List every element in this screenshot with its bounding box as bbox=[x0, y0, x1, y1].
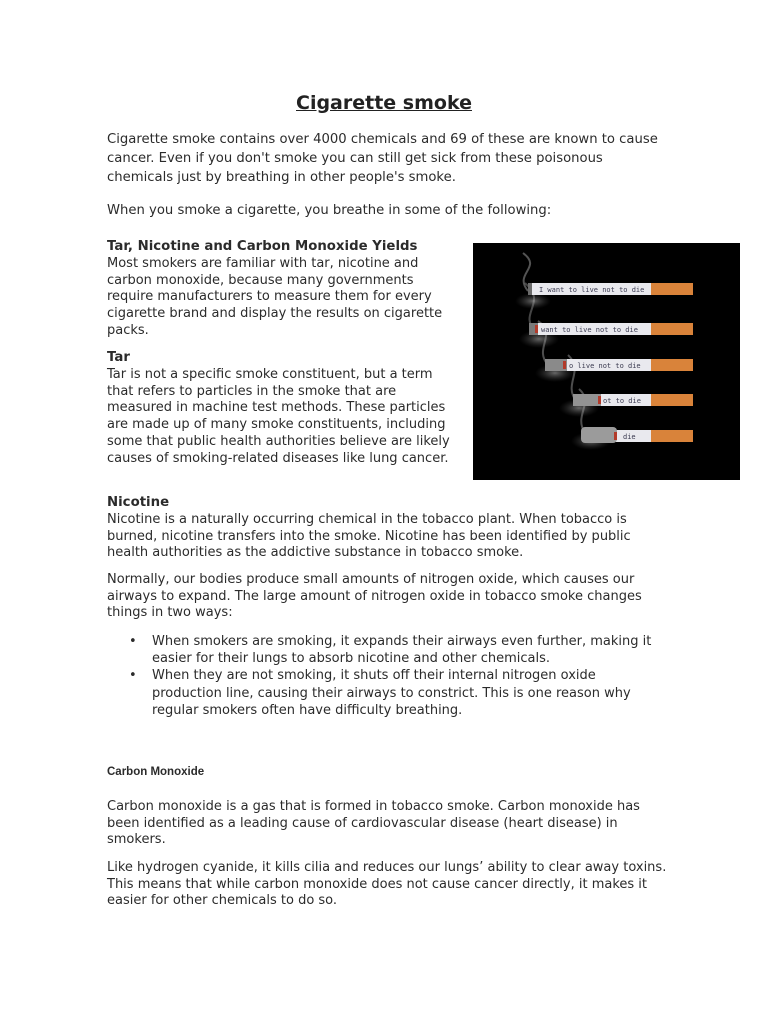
bullet-icon: • bbox=[129, 634, 137, 649]
cigarettes-illustration bbox=[473, 243, 740, 480]
cigarette-4 bbox=[573, 394, 693, 406]
section-heading-yields: Tar, Nicotine and Carbon Monoxide Yields bbox=[107, 239, 418, 254]
cigarette-2 bbox=[529, 323, 693, 335]
list-item bbox=[107, 667, 667, 719]
carbon-monoxide-paragraph-1: Carbon monoxide is a gas that is formed in tobacco smoke. Carbon monoxide has been identified as a leading cause of cardiovascular disease (heart disease) in smokers. bbox=[107, 799, 640, 848]
list-item-text: When they are not smoking, it shuts off their internal nitrogen oxide production line, causing their airways to constrict. This is one reason why regular smokers often have difficulty breathing. bbox=[152, 668, 631, 718]
cigarette-4-text: ot to die bbox=[603, 397, 641, 405]
cigarette-2-text: want to live not to die bbox=[541, 326, 638, 334]
bullet-icon: • bbox=[129, 668, 137, 684]
carbon-monoxide-heading: Carbon Monoxide bbox=[107, 766, 205, 778]
cigarette-3-text: o live not to die bbox=[569, 362, 641, 370]
cigarette-3 bbox=[545, 359, 693, 371]
cigarettes-photo bbox=[473, 243, 740, 480]
section-body-yields: Most smokers are familiar with tar, nicotine and carbon monoxide, because many governments require manufacturers to measure them for every cigarette brand and display the results on cigarette packs. bbox=[107, 256, 443, 338]
lead-paragraph: When you smoke a cigarette, you breathe in some of the following: bbox=[107, 203, 552, 218]
intro-paragraph: Cigarette smoke contains over 4000 chemicals and 69 of these are known to cause cancer. Even if you don't smoke you can still get sick from these poisonous chemicals just by breathing in other people's smoke. bbox=[107, 132, 658, 185]
cigarette-1-text: I want to live not to die bbox=[539, 286, 645, 294]
nitrogen-paragraph: Normally, our bodies produce small amounts of nitrogen oxide, which causes our airways to expand. The large amount of nitrogen oxide in tobacco smoke changes things in two ways: bbox=[107, 572, 642, 621]
list-item bbox=[107, 633, 667, 667]
carbon-monoxide-paragraph-2: Like hydrogen cyanide, it kills cilia and reduces our lungs’ ability to clear away toxins. This means that while carbon monoxide does not cause cancer directly, it makes it easier for other chemicals to do so. bbox=[107, 860, 667, 909]
cigarette-1 bbox=[528, 283, 693, 295]
list-item-text: When smokers are smoking, it expands their airways even further, making it easier for their lungs to absorb nicotine and other chemicals. bbox=[152, 634, 652, 667]
section-body-tar: Tar is not a specific smoke constituent, but a term that refers to particles in the smoke that are measured in machine test methods. These particles are made up of many smoke constituents, including some that public health authorities believe are likely causes of smoking-related diseases like lung cancer. bbox=[107, 367, 450, 466]
section-heading-nicotine: Nicotine bbox=[107, 495, 170, 510]
page-title: Cigarette smoke bbox=[296, 92, 472, 114]
cigarette-5 bbox=[581, 427, 693, 443]
section-heading-tar: Tar bbox=[107, 350, 130, 365]
cigarette-5-text: die bbox=[623, 433, 636, 441]
nitrogen-effects-list bbox=[107, 633, 667, 719]
section-body-nicotine: Nicotine is a naturally occurring chemical in the tobacco plant. When tobacco is burned, nicotine transfers into the smoke. Nicotine has been identified by public health authorities as the addictive substance in tobacco smoke. bbox=[107, 512, 631, 561]
